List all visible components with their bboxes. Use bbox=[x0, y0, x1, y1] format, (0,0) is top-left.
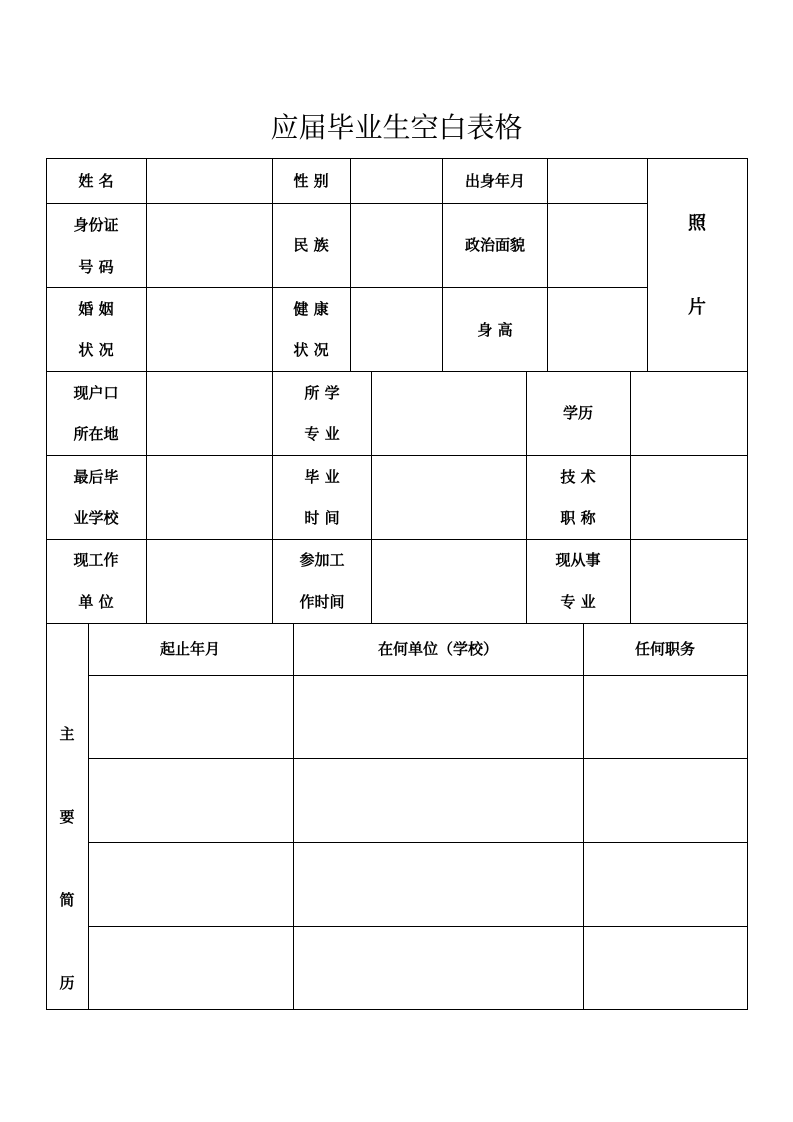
graduation-field[interactable] bbox=[372, 456, 526, 539]
tech-title-label-line2: 职 称 bbox=[560, 509, 596, 527]
hukou-label-line1: 现户口 bbox=[73, 384, 119, 402]
resume-row-3-period[interactable] bbox=[89, 843, 293, 926]
school-label-line1: 最后毕 bbox=[73, 468, 119, 486]
col-divider bbox=[526, 371, 527, 623]
resume-label-char4: 历 bbox=[59, 974, 75, 992]
marital-label-line1: 婚 姻 bbox=[78, 300, 114, 318]
current-field-field[interactable] bbox=[631, 540, 747, 623]
marital-field[interactable] bbox=[147, 288, 272, 371]
current-field-label-line2: 专 业 bbox=[560, 593, 596, 611]
gender-label: 性 别 bbox=[293, 172, 329, 190]
work-start-label-line2: 作时间 bbox=[299, 593, 345, 611]
political-label: 政治面貌 bbox=[464, 236, 526, 254]
birth-label: 出身年月 bbox=[464, 172, 526, 190]
col-divider bbox=[442, 158, 443, 371]
height-label: 身 高 bbox=[477, 321, 513, 339]
graduation-label-line2: 时 间 bbox=[304, 509, 340, 527]
workplace-label-line1: 现工作 bbox=[73, 551, 119, 569]
resume-header-period: 起止年月 bbox=[159, 640, 221, 658]
resume-row-3-position[interactable] bbox=[584, 843, 747, 926]
major-label-line2: 专 业 bbox=[304, 425, 340, 443]
id-label-line1: 身份证 bbox=[73, 216, 119, 234]
school-field[interactable] bbox=[147, 456, 272, 539]
resume-row-1-position[interactable] bbox=[584, 676, 747, 758]
gender-field[interactable] bbox=[351, 159, 442, 203]
resume-row-2-period[interactable] bbox=[89, 759, 293, 842]
education-label: 学历 bbox=[562, 404, 594, 422]
resume-row-4-period[interactable] bbox=[89, 927, 293, 1009]
tech-title-field[interactable] bbox=[631, 456, 747, 539]
ethnicity-field[interactable] bbox=[351, 204, 442, 287]
photo-label-1: 照 bbox=[688, 213, 706, 234]
id-label-line2: 号 码 bbox=[78, 258, 114, 276]
school-label-line2: 业学校 bbox=[73, 509, 119, 527]
birth-field[interactable] bbox=[548, 159, 647, 203]
work-start-field[interactable] bbox=[372, 540, 526, 623]
name-field[interactable] bbox=[147, 159, 272, 203]
hukou-field[interactable] bbox=[147, 372, 272, 455]
name-label: 姓 名 bbox=[78, 172, 114, 190]
form-title: 应届毕业生空白表格 bbox=[270, 111, 523, 144]
col-divider bbox=[272, 158, 273, 623]
height-field[interactable] bbox=[548, 288, 647, 371]
hukou-label-line2: 所在地 bbox=[73, 425, 119, 443]
resume-header-unit: 在何单位（学校） bbox=[377, 640, 499, 658]
resume-row-2-position[interactable] bbox=[584, 759, 747, 842]
resume-label-char2: 要 bbox=[59, 808, 75, 826]
political-field[interactable] bbox=[548, 204, 647, 287]
photo-label-2: 片 bbox=[688, 297, 706, 318]
health-field[interactable] bbox=[351, 288, 442, 371]
resume-row-1-period[interactable] bbox=[89, 676, 293, 758]
marital-label-line2: 状 况 bbox=[78, 341, 114, 359]
resume-row-4-position[interactable] bbox=[584, 927, 747, 1009]
resume-row-4-unit[interactable] bbox=[294, 927, 583, 1009]
resume-header-position: 任何职务 bbox=[634, 640, 696, 658]
major-field[interactable] bbox=[372, 372, 526, 455]
ethnicity-label: 民 族 bbox=[293, 236, 329, 254]
resume-row-3-unit[interactable] bbox=[294, 843, 583, 926]
photo-area[interactable] bbox=[648, 159, 747, 371]
health-label-line2: 状 况 bbox=[293, 341, 329, 359]
workplace-field[interactable] bbox=[147, 540, 272, 623]
id-field[interactable] bbox=[147, 204, 272, 287]
major-label-line1: 所 学 bbox=[304, 384, 340, 402]
row-divider bbox=[46, 623, 748, 624]
graduation-label-line1: 毕 业 bbox=[304, 468, 340, 486]
education-field[interactable] bbox=[631, 372, 747, 455]
resume-label-char1: 主 bbox=[59, 725, 75, 743]
resume-row-2-unit[interactable] bbox=[294, 759, 583, 842]
resume-label-char3: 简 bbox=[59, 891, 75, 909]
work-start-label-line1: 参加工 bbox=[299, 551, 345, 569]
tech-title-label-line1: 技 术 bbox=[560, 468, 596, 486]
health-label-line1: 健 康 bbox=[293, 300, 329, 318]
current-field-label-line1: 现从事 bbox=[555, 551, 601, 569]
resume-row-1-unit[interactable] bbox=[294, 676, 583, 758]
workplace-label-line2: 单 位 bbox=[78, 593, 114, 611]
